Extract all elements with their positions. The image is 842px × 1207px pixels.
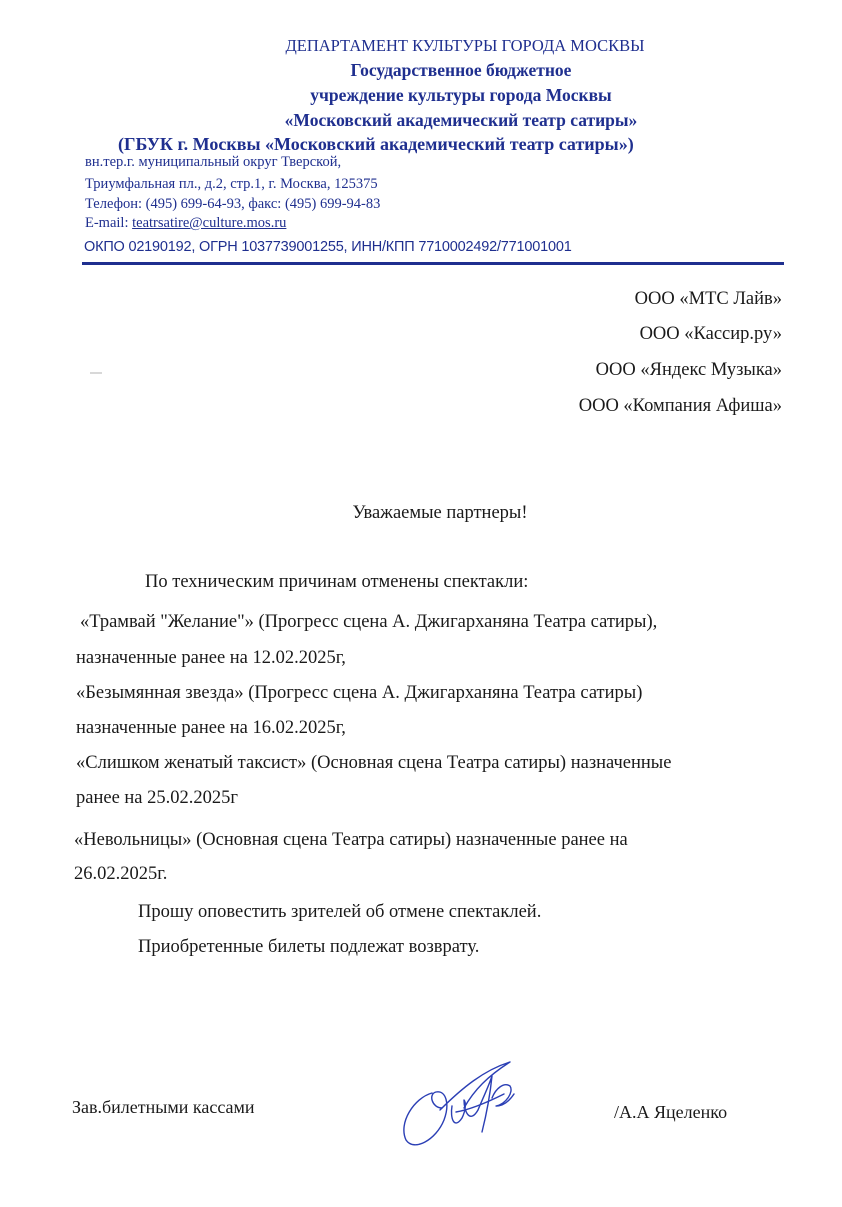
body-line-2: «Трамвай "Желание"» (Прогресс сцена А. Джигарханяна Театра сатиры), bbox=[80, 612, 658, 632]
letterhead-department: ДЕПАРТАМЕНТ КУЛЬТУРЫ ГОРОДА МОСКВЫ bbox=[285, 36, 645, 55]
body-line-6: «Слишком женатый таксист» (Основная сцена Театра сатиры) назначенные bbox=[76, 753, 672, 773]
handwritten-signature bbox=[392, 1048, 542, 1158]
letterhead-org-line-2: учреждение культуры города Москвы bbox=[310, 85, 612, 105]
letterhead-email-row bbox=[85, 215, 286, 232]
letterhead-org-line-3: «Московский академический театр сатиры» bbox=[284, 110, 638, 130]
letterhead-phone: Телефон: (495) 699-64-93, факс: (495) 699-94-83 bbox=[85, 196, 381, 212]
salutation: Уважаемые партнеры! bbox=[352, 503, 528, 523]
body-line-11: Приобретенные билеты подлежат возврату. bbox=[138, 937, 480, 957]
body-line-3: назначенные ранее на 12.02.2025г, bbox=[76, 648, 346, 668]
body-line-5: назначенные ранее на 16.02.2025г, bbox=[76, 718, 346, 738]
email-label: E-mail: bbox=[85, 215, 133, 231]
body-line-7: ранее на 25.02.2025г bbox=[76, 788, 238, 808]
scan-artifact bbox=[90, 372, 102, 374]
email-link[interactable]: teatrsatire@culture.mos.ru bbox=[132, 215, 287, 231]
letterhead-org-line-1: Государственное бюджетное bbox=[350, 60, 572, 80]
recipient-2: ООО «Кассир.ру» bbox=[639, 324, 782, 344]
body-line-4: «Безымянная звезда» (Прогресс сцена А. Джигарханяна Театра сатиры) bbox=[76, 683, 643, 703]
letterhead-address-line-1: вн.тер.г. муниципальный округ Тверской, bbox=[85, 154, 342, 170]
recipient-1: ООО «МТС Лайв» bbox=[634, 289, 782, 309]
letterhead-address-line-2: Триумфальная пл., д.2, стр.1, г. Москва, 125375 bbox=[85, 176, 378, 192]
letterhead-org-line-4: (ГБУК г. Москвы «Московский академический театр сатиры») bbox=[118, 134, 634, 154]
letterhead-divider bbox=[82, 262, 784, 265]
body-line-10: Прошу оповестить зрителей об отмене спектаклей. bbox=[138, 902, 542, 922]
recipient-4: ООО «Компания Афиша» bbox=[578, 396, 782, 416]
recipient-3: ООО «Яндекс Музыка» bbox=[595, 360, 782, 380]
signature-role: Зав.билетными кассами bbox=[72, 1097, 255, 1117]
letterhead-registry: ОКПО 02190192, ОГРН 1037739001255, ИНН/КПП 7710002492/771001001 bbox=[84, 239, 572, 255]
body-line-9: 26.02.2025г. bbox=[74, 864, 168, 884]
body-line-1: По техническим причинам отменены спектакли: bbox=[145, 572, 529, 592]
body-line-8: «Невольницы» (Основная сцена Театра сатиры) назначенные ранее на bbox=[74, 830, 628, 850]
signature-name: /А.А Яцеленко bbox=[614, 1102, 728, 1122]
